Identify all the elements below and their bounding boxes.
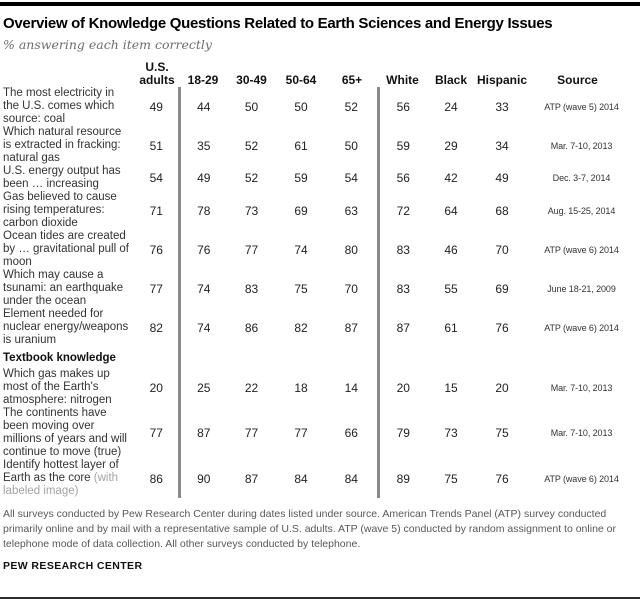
value-cell: 51	[149, 138, 163, 153]
value-cell: 89	[378, 459, 427, 498]
question-label: Which gas makes up most of the Earth's atmosphere: nitrogen	[3, 368, 112, 406]
value-cell: 56	[378, 165, 427, 191]
value-cell: 77	[149, 281, 163, 296]
value-cell: 77	[294, 426, 308, 440]
value-cell: 83	[378, 230, 427, 269]
value-cell: 63	[344, 203, 358, 218]
table-row	[0, 308, 640, 347]
value-cell: 82	[149, 320, 163, 335]
value-cell: 87	[244, 471, 259, 486]
value-cell	[227, 347, 276, 368]
question-label: Which may cause a tsunami: an earthquake under the ocean	[3, 269, 124, 307]
question-label: Which natural resource is extracted in fracking: natural gas	[3, 126, 122, 164]
value-cell: 69	[495, 281, 509, 296]
value-cell: 76	[149, 242, 163, 257]
table-header	[0, 61, 640, 87]
value-cell: 52	[244, 138, 259, 153]
column-header: 30-49	[236, 73, 267, 87]
value-cell: 56	[378, 87, 427, 126]
table-row	[0, 87, 640, 126]
value-cell: 49	[495, 171, 509, 185]
value-cell	[378, 347, 427, 368]
value-cell: 68	[495, 203, 509, 218]
source-cell: ATP (wave 6) 2014	[544, 473, 619, 484]
value-cell: 66	[344, 426, 358, 440]
value-cell: 52	[244, 171, 259, 185]
source-cell: Mar. 7-10, 2013	[550, 140, 613, 151]
column-header: Source	[557, 73, 598, 87]
table-row	[0, 126, 640, 165]
top-rule	[0, 2, 640, 6]
brand-label: PEW RESEARCH CENTER	[3, 560, 143, 572]
value-cell	[179, 347, 227, 368]
column-header: Hispanic	[476, 73, 527, 87]
value-cell: 50	[244, 99, 259, 114]
value-cell: 42	[444, 171, 458, 185]
value-cell: 77	[244, 242, 259, 257]
value-cell: 46	[444, 242, 458, 257]
value-cell: 22	[244, 380, 259, 395]
value-cell: 80	[344, 242, 358, 257]
table-row	[0, 407, 640, 459]
value-cell: 75	[444, 471, 458, 486]
value-cell: 86	[244, 320, 259, 335]
value-cell: 77	[149, 426, 163, 440]
source-cell: Dec. 3-7, 2014	[552, 173, 611, 183]
value-cell: 15	[444, 380, 458, 395]
question-label: Element needed for nuclear energy/weapons is uranium	[3, 308, 129, 346]
value-cell: 52	[344, 99, 358, 114]
value-cell: 87	[378, 308, 427, 347]
value-cell: 70	[495, 242, 509, 257]
table-row	[0, 368, 640, 407]
value-cell: 78	[179, 191, 227, 230]
value-cell: 90	[179, 459, 227, 498]
value-cell: 74	[179, 308, 227, 347]
page-subtitle: % answering each item correctly	[3, 37, 212, 52]
column-header: White	[386, 73, 419, 87]
question-label: Gas believed to cause rising temperatures: carbon dioxide	[3, 191, 117, 229]
value-cell: 54	[344, 171, 358, 185]
value-cell: 84	[294, 471, 308, 486]
source-cell: June 18-21, 2009	[547, 283, 616, 294]
value-cell: 49	[179, 165, 227, 191]
column-header: U.S. adults	[139, 60, 175, 87]
question-label: U.S. energy output has been … increasing	[3, 165, 121, 190]
knowledge-table	[0, 61, 640, 498]
source-cell: ATP (wave 6) 2014	[544, 244, 619, 255]
value-cell: 82	[294, 320, 308, 335]
value-cell: 24	[444, 99, 458, 114]
value-cell: 77	[244, 426, 259, 440]
value-cell: 76	[495, 471, 509, 486]
value-cell: 83	[378, 269, 427, 308]
table-body	[0, 87, 640, 498]
question-label: The most electricity in the U.S. comes which source: coal	[3, 87, 115, 125]
value-cell: 84	[344, 471, 358, 486]
source-cell: Aug. 15-25, 2014	[547, 205, 616, 216]
value-cell: 18	[294, 380, 308, 395]
value-cell: 25	[179, 368, 227, 407]
table-row	[0, 191, 640, 230]
header-row	[0, 61, 640, 87]
value-cell: 33	[495, 99, 509, 114]
value-cell: 73	[244, 203, 259, 218]
value-cell: 75	[495, 426, 509, 440]
column-header: 18-29	[187, 73, 219, 87]
report-figure	[0, 2, 640, 604]
section-label: Textbook knowledge	[3, 352, 116, 364]
bottom-rule	[0, 597, 640, 599]
value-cell: 49	[149, 99, 163, 114]
table-row	[0, 269, 640, 308]
value-cell: 74	[179, 269, 227, 308]
value-cell: 55	[444, 281, 458, 296]
value-cell: 69	[294, 203, 308, 218]
value-cell: 35	[179, 126, 227, 165]
question-label: The continents have been moving over millions of years and will continue to move (true)	[3, 407, 127, 458]
value-cell: 34	[495, 138, 509, 153]
value-cell: 71	[149, 203, 163, 218]
value-cell: 20	[149, 380, 163, 395]
value-cell: 79	[378, 407, 427, 459]
value-cell: 74	[294, 242, 308, 257]
value-cell: 59	[294, 171, 308, 185]
value-cell: 76	[179, 230, 227, 269]
value-cell: 83	[244, 281, 259, 296]
value-cell: 59	[378, 126, 427, 165]
value-cell: 70	[344, 281, 358, 296]
column-header: 50-64	[285, 73, 317, 87]
table-row	[0, 230, 640, 269]
question-note: (with labeled image)	[3, 472, 119, 497]
value-cell	[135, 347, 179, 368]
value-cell: 87	[344, 320, 358, 335]
source-cell: Mar. 7-10, 2013	[550, 428, 613, 438]
corner-cell	[0, 61, 135, 87]
value-cell: 50	[294, 99, 308, 114]
value-cell	[326, 347, 378, 368]
value-cell: 76	[495, 320, 509, 335]
value-cell: 29	[444, 138, 458, 153]
column-header: Black	[434, 73, 468, 87]
column-header: 65+	[341, 73, 363, 87]
value-cell: 64	[444, 203, 458, 218]
value-cell: 54	[149, 171, 163, 185]
value-cell: 87	[179, 407, 227, 459]
value-cell: 14	[344, 380, 358, 395]
source-cell: ATP (wave 6) 2014	[544, 322, 619, 333]
page-title: Overview of Knowledge Questions Related to Earth Sciences and Energy Issues	[3, 15, 553, 32]
question-label: Identify hottest layer of Earth as the core (with labeled image)	[3, 459, 119, 497]
source-cell: Mar. 7-10, 2013	[550, 382, 613, 393]
value-cell: 72	[378, 191, 427, 230]
value-cell: 50	[344, 138, 358, 153]
value-cell	[475, 347, 529, 368]
section-row	[0, 347, 640, 368]
value-cell: 20	[378, 368, 427, 407]
value-cell: 44	[179, 87, 227, 126]
value-cell: 61	[444, 320, 458, 335]
value-cell: 86	[149, 471, 163, 486]
value-cell	[427, 347, 475, 368]
table-row	[0, 459, 640, 498]
value-cell: 75	[294, 281, 308, 296]
value-cell: 61	[294, 138, 308, 153]
source-cell: ATP (wave 5) 2014	[544, 101, 619, 112]
footnote: All surveys conducted by Pew Research Center during dates listed under source. American Trends Panel (ATP) survey conducted primarily online and by mail with a representative sample of U.S. adults. ATP (wave 5) conducted by random assignment to online or telephone mode of data collection. All other surveys conducted by telephone.	[3, 508, 616, 550]
value-cell	[276, 347, 326, 368]
source-cell	[529, 347, 640, 368]
question-label: Ocean tides are created by … gravitational pull of moon	[3, 230, 129, 268]
table-row	[0, 165, 640, 191]
value-cell: 73	[444, 426, 458, 440]
value-cell: 20	[495, 380, 509, 395]
